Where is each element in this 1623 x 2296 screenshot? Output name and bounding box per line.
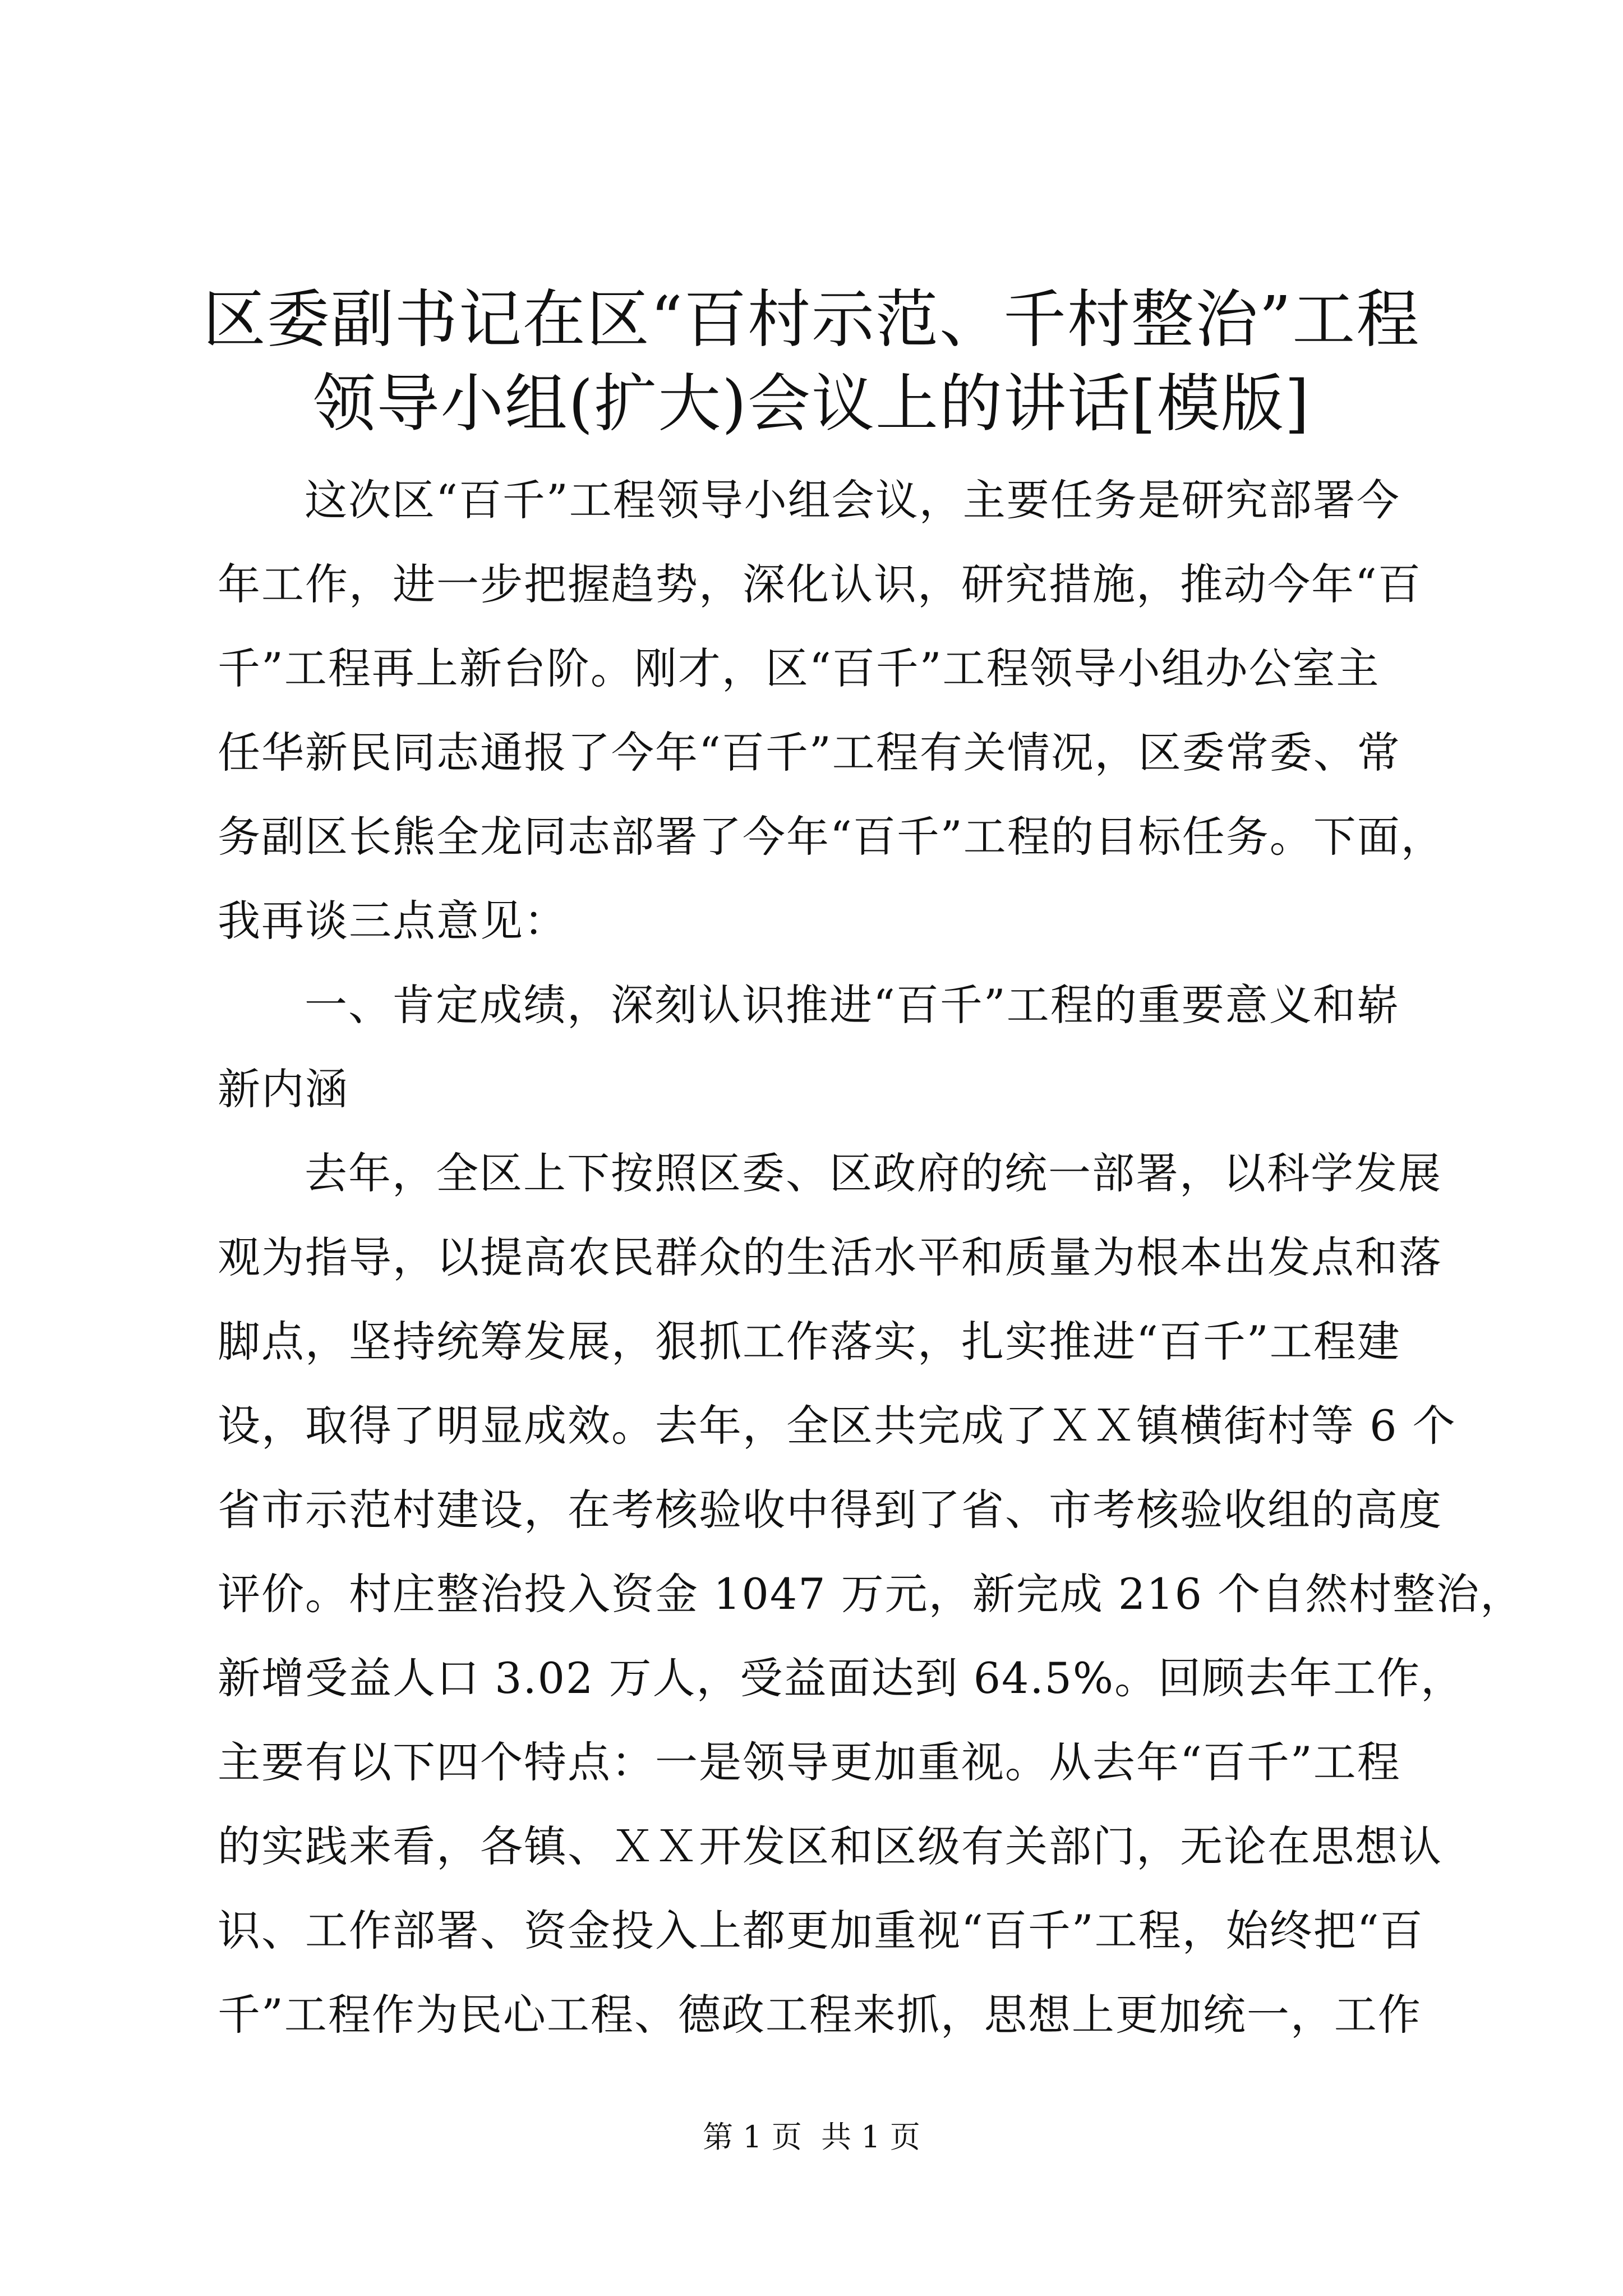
page-footer: 第 1 页 共 1 页 — [703, 2119, 920, 2155]
body-line: 脚点，坚持统筹发展，狠抓工作落实，扎实推进“百千”工程建 — [218, 1317, 1401, 1366]
section-heading-line: 一、肯定成绩，深刻认识推进“百千”工程的重要意义和崭 — [305, 980, 1400, 1030]
body-line: 这次区“百千”工程领导小组会议，主要任务是研究部署今 — [305, 475, 1400, 525]
body-line: 去年，全区上下按照区委、区政府的统一部署，以科学发展 — [305, 1148, 1442, 1198]
body-line: 千”工程再上新台阶。刚才，区“百千”工程领导小组办公室主 — [218, 643, 1380, 693]
body-line: 观为指导，以提高农民群众的生活水平和质量为根本出发点和落 — [218, 1232, 1442, 1282]
body-line: 务副区长熊全龙同志部署了今年“百千”工程的目标任务。下面， — [218, 812, 1445, 862]
title-line-2: 领导小组(扩大)会议上的讲话[模版] — [312, 367, 1311, 440]
body-line: 的实践来看，各镇、ＸＸ开发区和区级有关部门，无论在思想认 — [218, 1821, 1442, 1871]
body-line: 省市示范村建设，在考核验收中得到了省、市考核验收组的高度 — [218, 1485, 1442, 1535]
body-line: 新增受益人口 3.02 万人，受益面达到 64.5%。回顾去年工作， — [218, 1653, 1465, 1703]
body-line: 我再谈三点意见： — [218, 896, 568, 946]
body-line: 设，取得了明显成效。去年，全区共完成了ＸＸ镇横街村等 6 个 — [218, 1401, 1456, 1451]
body-line: 识、工作部署、资金投入上都更加重视“百千”工程，始终把“百 — [218, 1906, 1424, 1955]
section-heading-line: 新内涵 — [218, 1064, 349, 1114]
document-title — [168, 278, 1455, 446]
document-body — [218, 458, 1524, 2057]
body-line: 年工作，进一步把握趋势，深化认识，研究措施，推动今年“百 — [218, 559, 1422, 609]
body-line: 千”工程作为民心工程、德政工程来抓，思想上更加统一，工作 — [218, 1990, 1422, 2040]
title-line-1: 区委副书记在区“百村示范、千村整治”工程 — [202, 283, 1421, 356]
body-line: 任华新民同志通报了今年“百千”工程有关情况，区委常委、常 — [218, 728, 1401, 777]
body-line: 主要有以下四个特点：一是领导更加重视。从去年“百千”工程 — [218, 1737, 1401, 1787]
body-line: 评价。村庄整治投入资金 1047 万元，新完成 216 个自然村整治， — [218, 1569, 1524, 1619]
